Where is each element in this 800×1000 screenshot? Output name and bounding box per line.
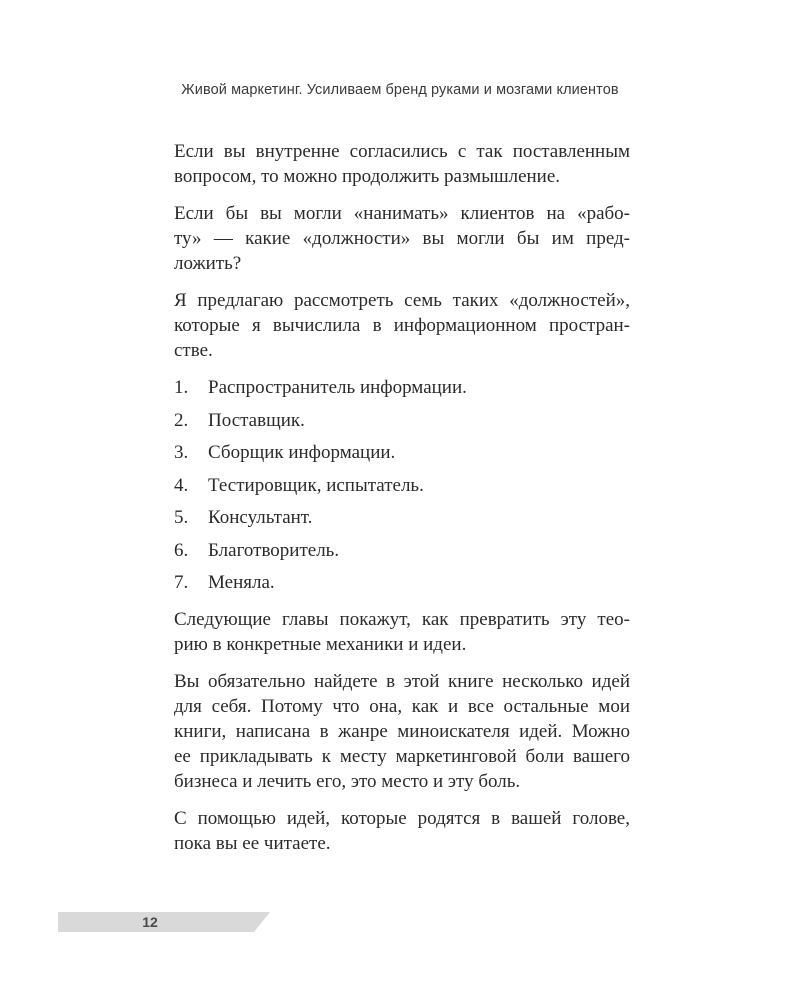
- paragraph-line: Если вы внутренне согласились с так поставленным: [174, 141, 630, 162]
- list-item-number: 5.: [174, 507, 189, 528]
- paragraph-6: [174, 806, 630, 856]
- list-item-number: 6.: [174, 539, 189, 561]
- list-item-text: Благотворитель.: [208, 539, 340, 561]
- page-number-bar: [58, 912, 270, 932]
- list-item-number: 2.: [174, 409, 189, 431]
- running-head-title: Живой маркетинг. Усиливаем бренд руками и мозгами клиентов: [181, 82, 619, 98]
- list-item: [174, 440, 630, 465]
- list-item: [174, 505, 630, 530]
- paragraph-line: стве.: [174, 340, 213, 361]
- page-number: 12: [142, 914, 158, 930]
- paragraph-1: [174, 139, 630, 189]
- paragraph-line: которые я вычислила в информационном простран-: [174, 315, 630, 336]
- page-body: [174, 139, 630, 868]
- roles-list: [174, 375, 630, 595]
- list-item-number: 1.: [174, 377, 189, 398]
- paragraph-line: Если бы вы могли «нанимать» клиентов на «рабо-: [174, 203, 630, 224]
- paragraph-line: С помощью идей, которые родятся в вашей голове,: [174, 808, 630, 829]
- list-item-number: 3.: [174, 442, 189, 463]
- list-item-text: Сборщик информации.: [208, 442, 396, 463]
- list-item: [174, 538, 630, 563]
- list-item-text: Тестировщик, испытатель.: [208, 474, 424, 496]
- page-number-bar-shape: [58, 912, 270, 932]
- paragraph-line: ложить?: [174, 253, 242, 274]
- paragraph-line: Я предлагаю рассмотреть семь таких «должностей»,: [174, 290, 630, 311]
- paragraph-line: рию в конкретные механики и идеи.: [174, 634, 467, 655]
- paragraph-line: ее прикладывать к месту маркетинговой боли вашего: [174, 746, 630, 767]
- paragraph-line: для себя. Потому что она, как и все остальные мои: [174, 696, 630, 717]
- list-item: [174, 473, 630, 498]
- paragraph-line: вопросом, то можно продолжить размышление.: [174, 166, 561, 187]
- list-item-text: Меняла.: [208, 572, 275, 593]
- list-item-number: 4.: [174, 474, 189, 496]
- paragraph-line: пока вы ее читаете.: [174, 833, 331, 854]
- paragraph-line: Вы обязательно найдете в этой книге несколько идей: [174, 671, 630, 692]
- paragraph-4: [174, 607, 630, 657]
- paragraph-2: [174, 201, 630, 276]
- paragraph-line: Следующие главы покажут, как превратить эту тео-: [174, 609, 630, 630]
- paragraph-line: книги, написана в жанре миноискателя идей. Можно: [174, 721, 630, 742]
- list-item-number: 7.: [174, 572, 189, 593]
- list-item-text: Распространитель информации.: [208, 377, 467, 398]
- list-item: [174, 375, 630, 400]
- list-item-text: Консультант.: [208, 507, 313, 528]
- list-item: [174, 408, 630, 433]
- list-item-text: Поставщик.: [208, 409, 305, 431]
- paragraph-3: [174, 288, 630, 363]
- list-item: [174, 570, 630, 595]
- paragraph-5: [174, 669, 630, 794]
- paragraph-line: бизнеса и лечить его, это место и эту боль.: [174, 771, 521, 792]
- paragraph-line: ту» — какие «должности» вы могли бы им пред-: [174, 228, 630, 249]
